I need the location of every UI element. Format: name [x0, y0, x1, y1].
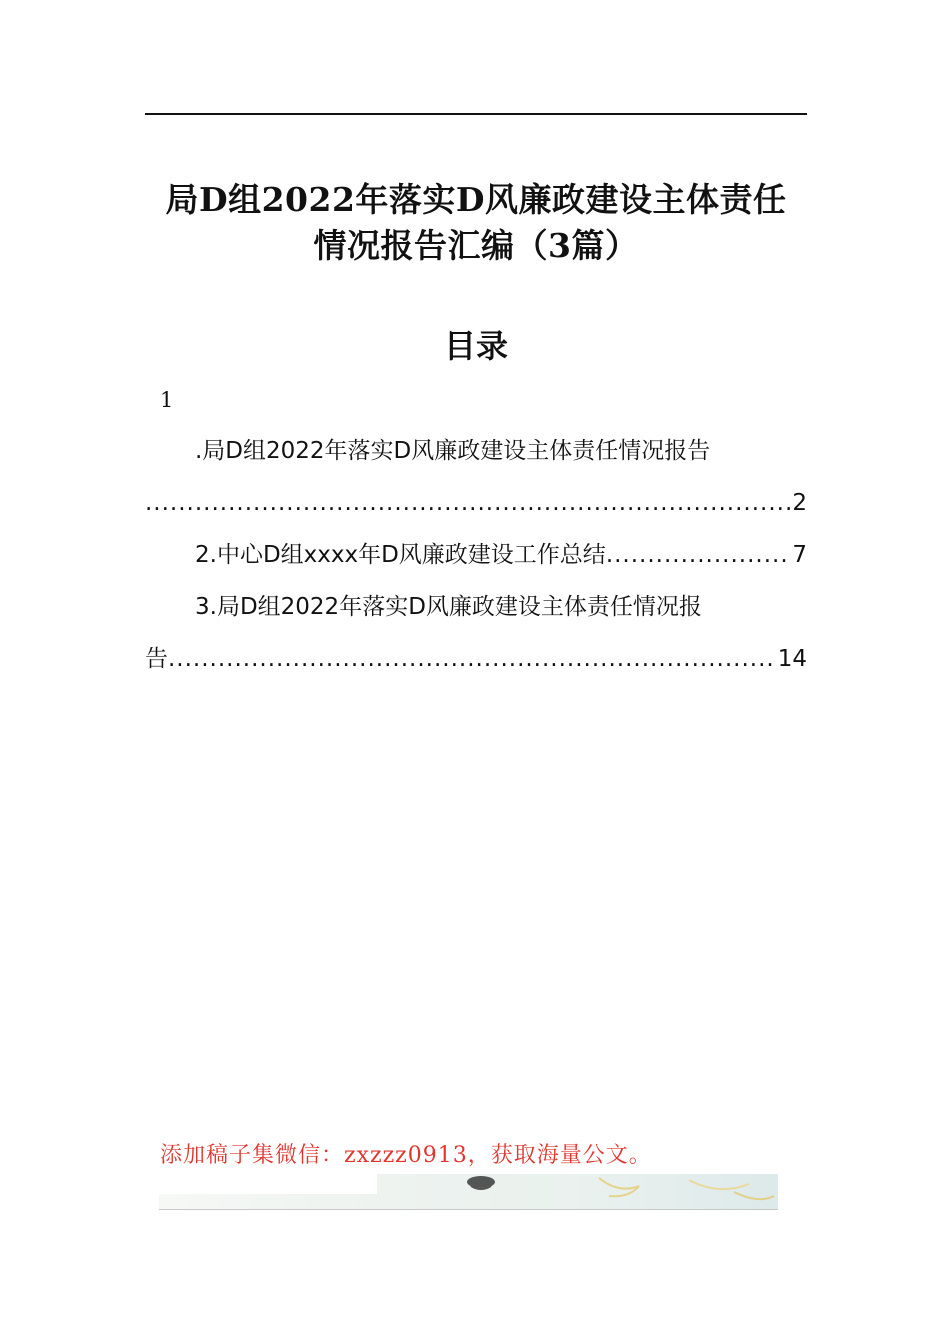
toc-entry-3-line-1[interactable] [145, 581, 807, 633]
toc-entry-3-title[interactable]: 3.局D组2022年落实D风廉政建设主体责任情况报 [195, 594, 702, 620]
banner-graphic [159, 1174, 778, 1209]
toc-entry-1-line-1[interactable] [145, 425, 807, 477]
table-of-contents [145, 425, 807, 685]
toc-leader-dots [168, 633, 776, 685]
toc-entry-2[interactable] [145, 529, 807, 581]
toc-entry-2-page[interactable]: 7 [792, 542, 807, 568]
toc-entry-1-line-2[interactable] [145, 477, 807, 529]
document-title-line-1: 局D组2022年落实D风廉政建设主体责任 [165, 180, 787, 219]
toc-entry-1-title[interactable]: .局D组2022年落实D风廉政建设主体责任情况报告 [195, 438, 711, 464]
toc-entry-1-page[interactable]: 2 [792, 490, 807, 516]
document-title-line-2: 情况报告汇编（3篇） [313, 226, 639, 265]
toc-leader-dots [606, 529, 791, 581]
header-rule [145, 113, 807, 115]
toc-heading: 目录 [443, 327, 508, 365]
toc-entry-3-page[interactable]: 14 [777, 646, 807, 672]
promo-footer-note: 添加稿子集微信：zxzzz0913，获取海量公文。 [160, 1143, 652, 1168]
toc-entry-2-title[interactable]: 2.中心D组xxxx年D风廉政建设工作总结 [195, 542, 606, 568]
toc-entry-3-line-2[interactable] [145, 633, 807, 685]
toc-item-number-marker: 1 [160, 388, 174, 412]
decorative-banner-image [159, 1174, 778, 1210]
toc-entry-3-title-continued[interactable]: 告 [145, 646, 168, 672]
toc-leader-dots [145, 477, 790, 529]
